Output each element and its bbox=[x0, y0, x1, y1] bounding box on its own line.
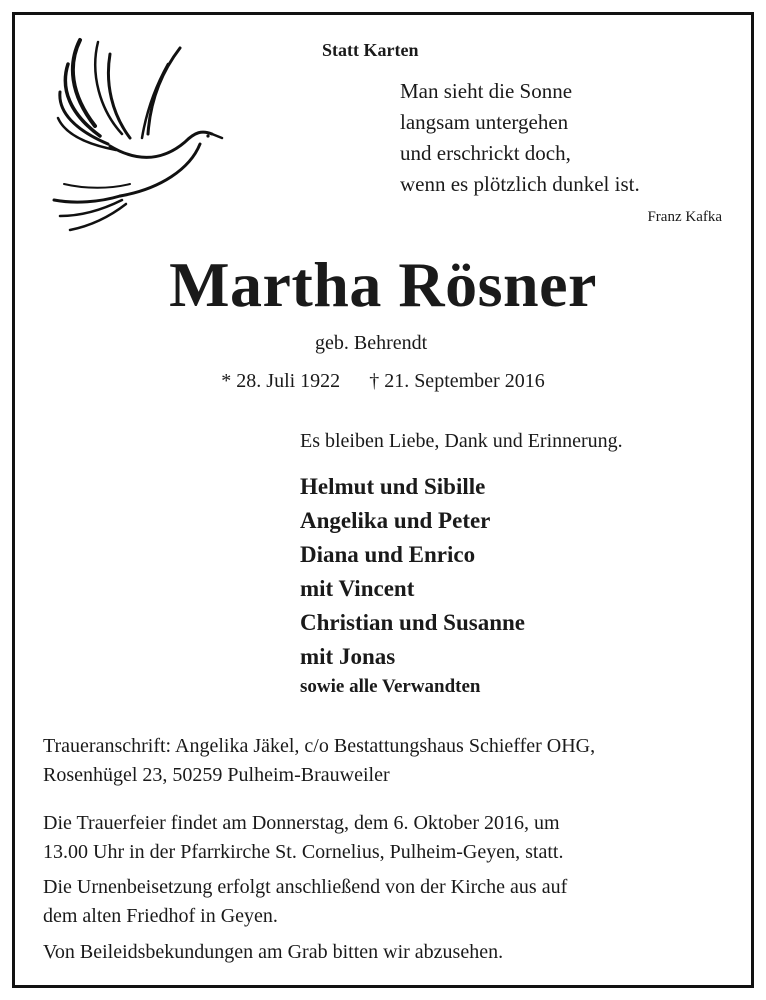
condolence-line: Von Beileidsbekundungen am Grab bitten wir abzusehen. bbox=[43, 941, 504, 963]
ceremony-line: Die Trauerfeier findet am Donnerstag, dem 6. Oktober 2016, um bbox=[43, 812, 560, 834]
deceased-name: Martha Rösner bbox=[169, 249, 597, 320]
ceremony-line: 13.00 Uhr in der Pfarrkirche St. Cornelius, Pulheim-Geyen, statt. bbox=[43, 841, 564, 863]
burial-line: Die Urnenbeisetzung erfolgt anschließend von der Kirche aus auf bbox=[43, 876, 568, 898]
family-member: mit Jonas bbox=[300, 644, 396, 669]
mourning-address bbox=[43, 732, 733, 790]
thanks-line: Es bleiben Liebe, Dank und Erinnerung. bbox=[300, 430, 623, 452]
family-member: mit Vincent bbox=[300, 576, 415, 601]
poem-line: wenn es plötzlich dunkel ist. bbox=[400, 172, 640, 196]
family-member: Christian und Susanne bbox=[300, 610, 525, 635]
burial-line: dem alten Friedhof in Geyen. bbox=[43, 905, 278, 927]
dove-icon bbox=[50, 34, 230, 234]
birth-date: * 28. Juli 1922 bbox=[221, 370, 341, 392]
death-date: † 21. September 2016 bbox=[369, 370, 545, 392]
burial-info bbox=[43, 873, 733, 931]
ceremony-info bbox=[43, 809, 733, 867]
family-list bbox=[300, 470, 525, 674]
life-dates bbox=[0, 370, 766, 393]
poem-line: Man sieht die Sonne bbox=[400, 79, 573, 103]
condolence-note bbox=[43, 938, 733, 967]
poem bbox=[400, 76, 640, 200]
poem-line: langsam untergehen bbox=[400, 110, 569, 134]
born-name: geb. Behrendt bbox=[315, 332, 428, 354]
poem-line: und erschrickt doch, bbox=[400, 141, 571, 165]
family-member: Diana und Enrico bbox=[300, 542, 476, 567]
statt-karten-label: Statt Karten bbox=[322, 40, 419, 60]
relatives-line: sowie alle Verwandten bbox=[300, 676, 481, 697]
poem-author: Franz Kafka bbox=[647, 209, 722, 225]
family-member: Helmut und Sibille bbox=[300, 474, 486, 499]
family-member: Angelika und Peter bbox=[300, 508, 491, 533]
address-line: Traueranschrift: Angelika Jäkel, c/o Bestattungshaus Schieffer OHG, bbox=[43, 735, 596, 757]
address-line: Rosenhügel 23, 50259 Pulheim-Brauweiler bbox=[43, 764, 390, 786]
